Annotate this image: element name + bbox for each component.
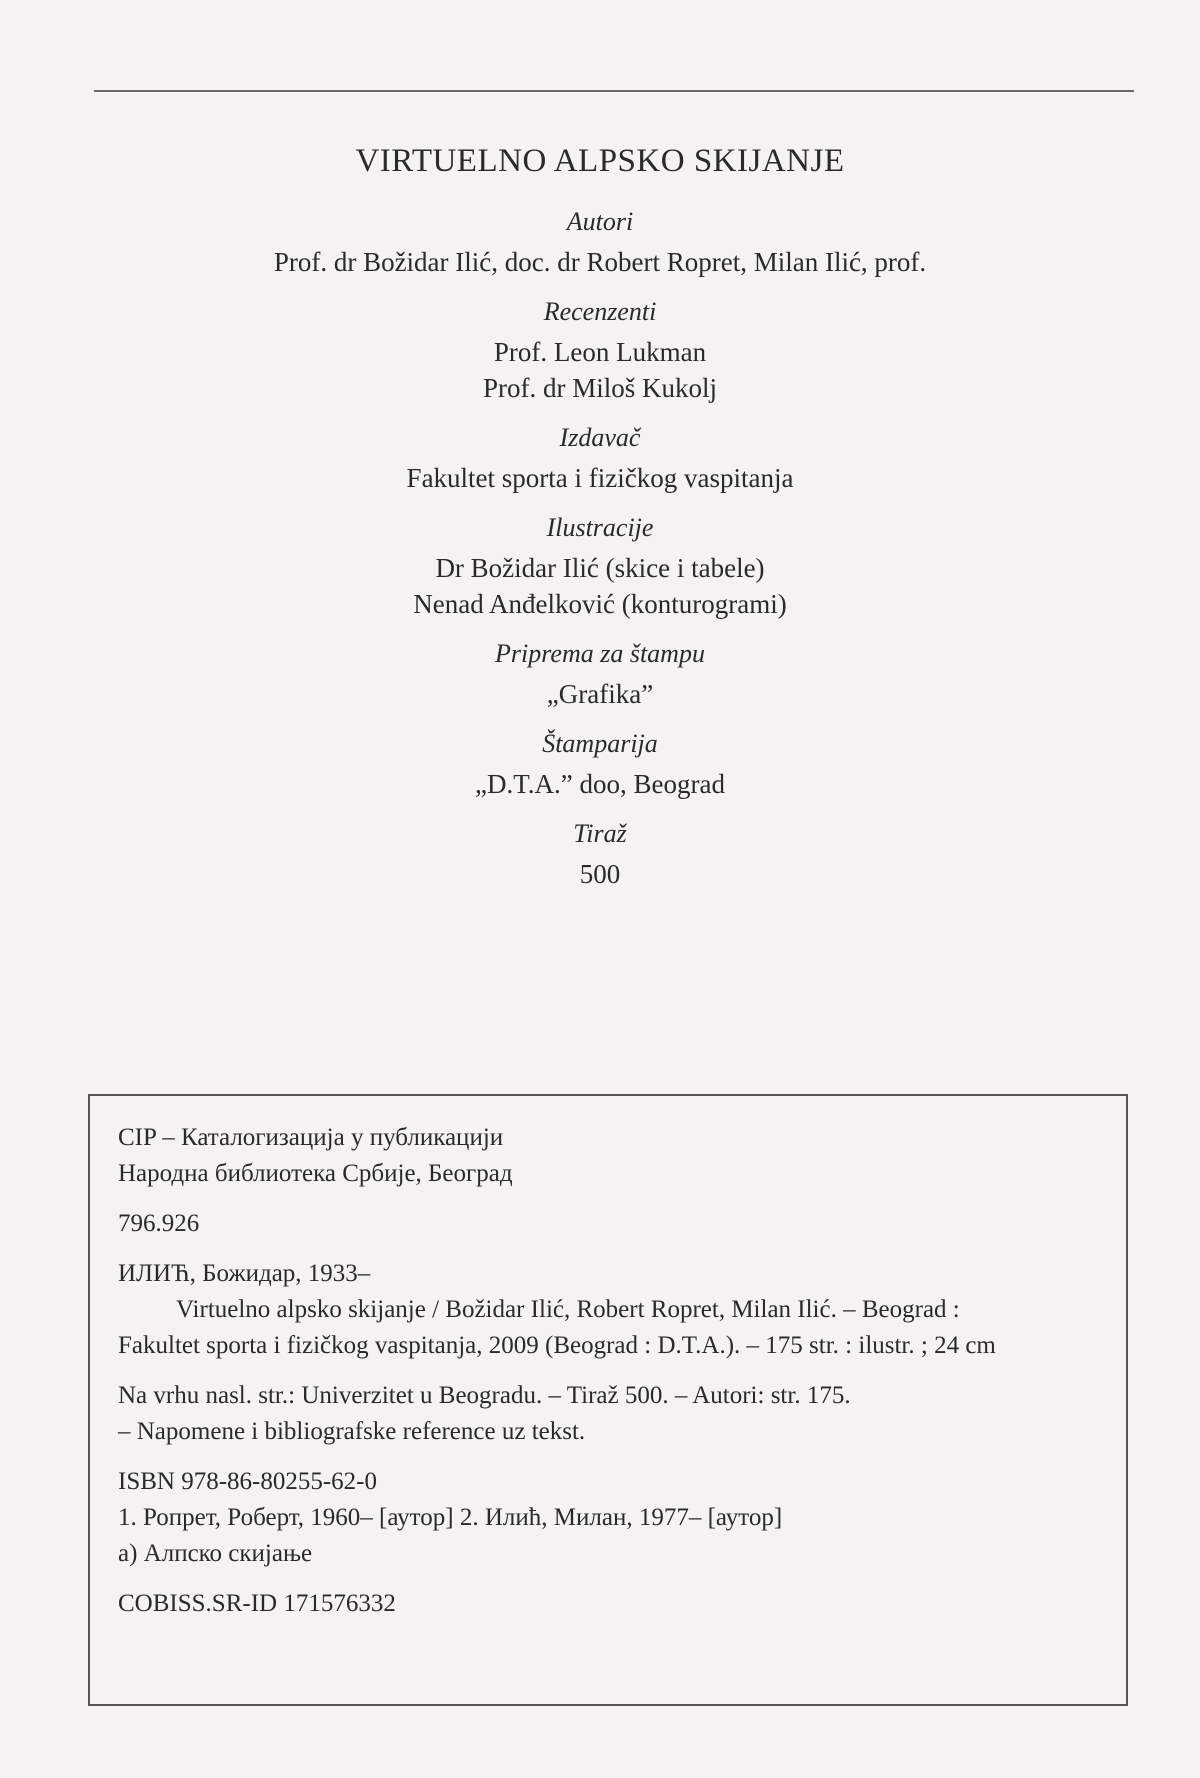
section-reviewers [0, 294, 1200, 406]
section-line: Dr Božidar Ilić (skice i tabele) [435, 553, 765, 583]
section-authors [0, 204, 1200, 280]
cip-description-line: Virtuelno alpsko skijanje / Božidar Ilić, Robert Ropret, Milan Ilić. – Beograd : [176, 1296, 960, 1323]
cip-description [118, 1256, 1098, 1364]
section-line: Fakultet sporta i fizičkog vaspitanja [406, 463, 794, 493]
top-rule [94, 90, 1134, 92]
cip-subject: а) Алпско скијање [118, 1540, 313, 1567]
book-title: VIRTUELNO ALPSKO SKIJANJE [355, 143, 845, 179]
section-line: Prof. dr Miloš Kukolj [482, 373, 717, 403]
imprint-block [0, 138, 1200, 906]
section-line: Prof. Leon Lukman [493, 337, 707, 367]
section-label: Priprema za štampu [495, 639, 705, 668]
section-illustrations [0, 510, 1200, 622]
cip-record-box [88, 1094, 1128, 1706]
section-label: Recenzenti [543, 297, 657, 326]
section-print-run [0, 816, 1200, 892]
section-label: Štamparija [542, 729, 658, 758]
section-line: „D.T.A.” doo, Beograd [475, 769, 725, 799]
cip-description-line: Fakultet sporta i fizičkog vaspitanja, 2009 (Beograd : D.T.A.). – 175 str. : ilustr. ; 24 cm [118, 1332, 996, 1359]
cip-header-line: CIP – Каталогизација у публикацији [118, 1124, 504, 1151]
section-line: Prof. dr Božidar Ilić, doc. dr Robert Ropret, Milan Ilić, prof. [273, 247, 927, 277]
section-line: „Grafika” [546, 679, 654, 709]
section-printer [0, 726, 1200, 802]
section-line: 500 [579, 859, 621, 889]
cip-author-heading: ИЛИЋ, Божидар, 1933– [118, 1260, 371, 1287]
cip-identifiers [118, 1464, 1098, 1572]
section-label: Izdavač [559, 423, 641, 452]
cip-isbn: ISBN 978-86-80255-62-0 [118, 1468, 378, 1495]
cip-header [118, 1120, 1098, 1192]
cip-notes [118, 1378, 1098, 1450]
cip-udc: 796.926 [118, 1210, 200, 1237]
section-label: Ilustracije [546, 513, 654, 542]
section-publisher [0, 420, 1200, 496]
section-prepress [0, 636, 1200, 712]
section-line: Nenad Anđelković (konturogrami) [413, 589, 787, 619]
section-label: Tiraž [573, 819, 627, 848]
section-label: Autori [566, 207, 634, 236]
cip-header-line: Народна библиотека Србије, Београд [118, 1160, 513, 1187]
cip-added-entries: 1. Ропрет, Роберт, 1960– [аутор] 2. Илић, Милан, 1977– [аутор] [118, 1504, 783, 1531]
cip-cobiss: COBISS.SR-ID 171576332 [118, 1590, 396, 1617]
cip-notes-line: – Napomene i bibliografske reference uz tekst. [118, 1418, 586, 1445]
cip-notes-line: Na vrhu nasl. str.: Univerzitet u Beogradu. – Tiraž 500. – Autori: str. 175. [118, 1382, 851, 1409]
